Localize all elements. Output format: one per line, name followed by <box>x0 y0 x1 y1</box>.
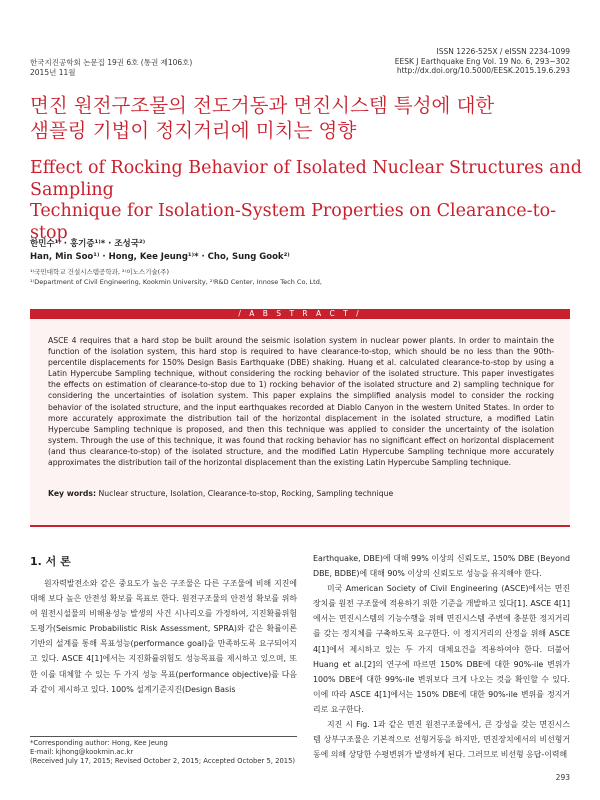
issue-date-kr: 2015년 11월 <box>30 67 76 77</box>
abstract-label: / A B S T R A C T / <box>30 309 570 319</box>
authors-english: Han, Min Soo¹⁾ · Hong, Kee Jeung¹⁾* · Cho, Sung Gook²⁾ <box>30 252 290 262</box>
page-number: 293 <box>555 773 570 782</box>
journal-name-en: EESK J Earthquake Eng Vol. 19 No. 6, 293~302 <box>394 56 570 66</box>
received-dates: (Received July 17, 2015; Revised October 2, 2015; Accepted October 5, 2015) <box>30 756 296 765</box>
authors-korean: 한민수¹⁾ · 홍기증¹⁾* · 조성국²⁾ <box>30 239 146 249</box>
footnote-divider <box>30 736 297 737</box>
keywords-label: Key words: <box>48 489 97 498</box>
doi-link[interactable]: http://dx.doi.org/10.5000/EESK.2015.19.6.293 <box>396 66 570 75</box>
corresponding-author: *Corresponding author: Hong, Kee Jeung <box>30 739 168 747</box>
journal-header-left <box>30 58 192 77</box>
title-english <box>30 158 590 244</box>
author-email[interactable]: E-mail: kjhong@kookmin.ac.kr <box>30 747 134 756</box>
keywords-list: Nuclear structure, Isolation, Clearance-to-stop, Rocking, Sampling technique <box>98 489 394 498</box>
footnote <box>30 739 310 765</box>
section-heading-introduction: 1. 서 론 <box>30 555 71 568</box>
affiliation-korean: ¹⁾국민대학교 건설시스템공학과, ²⁾이노스기술(주) <box>30 268 169 276</box>
issn: ISSN 1226-525X / eISSN 2234-1099 <box>436 47 570 56</box>
journal-header-right <box>395 47 570 76</box>
keywords <box>48 489 393 498</box>
paragraph: 미국 American Society of Civil Engineering (ASCE)에서는 면진장치를 원전 구조물에 적용하기 위한 기준을 개발하고 있다[1]. ASCE 4[1]에서는 면진시스템의 기능수행을 위해 면진시스템 주변에 충분한 정지거리를 갖는 정지체를 구축하도록 요구한다. 이 정지거리의 산정을 위해 ASCE 4[1]에서 제시하고 있는 두 가지 대체요건을 적용하여야 한다. 더불어 Huang et al.[2]의 연구에 따르면 150% DBE에 대한 90%-ile 변위가 100% DBE에 대한 99%-ile 변위보다 크게 나오는 것을 확인할 수 있다. 이에 따라 ASCE 4[1]에서는 150% DBE에 대한 90%-ile 변위를 정지거리로 요구한다. <box>313 584 570 714</box>
paragraph: Earthquake, DBE)에 대해 99% 이상의 신뢰도로, 150% DBE (Beyond DBE, BDBE)에 대해 90% 이상의 신뢰도로 성능을 유지해야 한다. <box>313 554 570 579</box>
title-en-line-1: Effect of Rocking Behavior of Isolated Nuclear Structures and Sampling <box>30 158 582 200</box>
title-korean <box>30 93 590 143</box>
abstract-text: ASCE 4 requires that a hard stop be built around the seismic isolation system in nuclear power plants. In order to maintain the function of the isolation system, this hard stop is required to have clearance-to-stop, which should be no less than the 90th-percentile displacements for 150% Design Basis Earthquake (DBE) shaking. Huang et al. calculated clearance-to-stop by using a Latin Hypercube Sampling technique, without considering the rocking behavior of the isolated structure. This paper investigates the effects on estimation of clearance-to-stop due to 1) rocking behavior of the isolated structure and 2) sampling technique for considering the uncertainties of isolation system. This paper explains the simplified analysis model to consider the rocking behavior of the isolated structure, and the input earthquakes recorded at Diablo Canyon in the western United States. In order to more accurately approximate the distribution tail of the horizontal displacement in the isolated structure, a modified Latin Hypercube Sampling technique is proposed, and then this technique was applied to consider the uncertainty of the isolation system. Through the use of this technique, it was found that rocking behavior has no significant effect on horizontal displacement (and thus clearance-to-stop) of the isolated structure, and the modified Latin Hypercube Sampling technique more accurately approximates the distribution tail of the horizontal displacement than the existing Latin Hypercube Sampling technique. <box>48 336 554 468</box>
affiliation-english: ¹⁾Department of Civil Engineering, Kookmin University, ²⁾R&D Center, Innose Tech Co, Ltd, <box>30 278 322 286</box>
body-column-left <box>30 576 297 697</box>
journal-name-kr: 한국지진공학회 논문집 19권 6호 (통권 제106호) <box>30 58 193 67</box>
body-column-right <box>313 551 570 762</box>
paragraph: 원자력발전소와 같은 중요도가 높은 구조물은 다른 구조물에 비해 지진에 대해 보다 높은 안전성 확보를 목표로 한다. 원전구조물의 안전성 확보를 위하여 원전시설물의 비해용성능 발생의 사건 시나리오를 가정하여, 지진확률위험도평가(Seismic Probabilistic Risk Assessment, SPRA)와 같은 확률이론 기반의 설계를 통해 목표성능(performance goal)을 만족하도록 요구되어지고 있다. ASCE 4[1]에서는 지진화률위험도 성능목표를 제시하고 있으며, 또한 이를 대체할 수 있는 두 가지 성능 목표(performance objective)를 다음과 같이 제시하고 있다. 100% 설계기준지진(Design Basis <box>30 579 297 694</box>
title-kr-line-1: 면진 원전구조물의 전도거동과 면진시스템 특성에 대한 <box>30 94 495 117</box>
paragraph: 지진 시 Fig. 1과 같은 면진 원전구조물에서, 큰 강성을 갖는 면진시스템 상부구조물은 기본적으로 선형거동을 하지만, 면진장치에서의 비선형거동에 의해 상당한 수평변위가 발생하게 된다. 그러므로 비선형 응답-이력해 <box>313 720 570 760</box>
title-kr-line-2: 샘플링 기법이 정지거리에 미치는 영향 <box>30 119 357 142</box>
title-en-line-2: Technique for Isolation-System Properties on Clearance-to-stop <box>30 201 557 243</box>
